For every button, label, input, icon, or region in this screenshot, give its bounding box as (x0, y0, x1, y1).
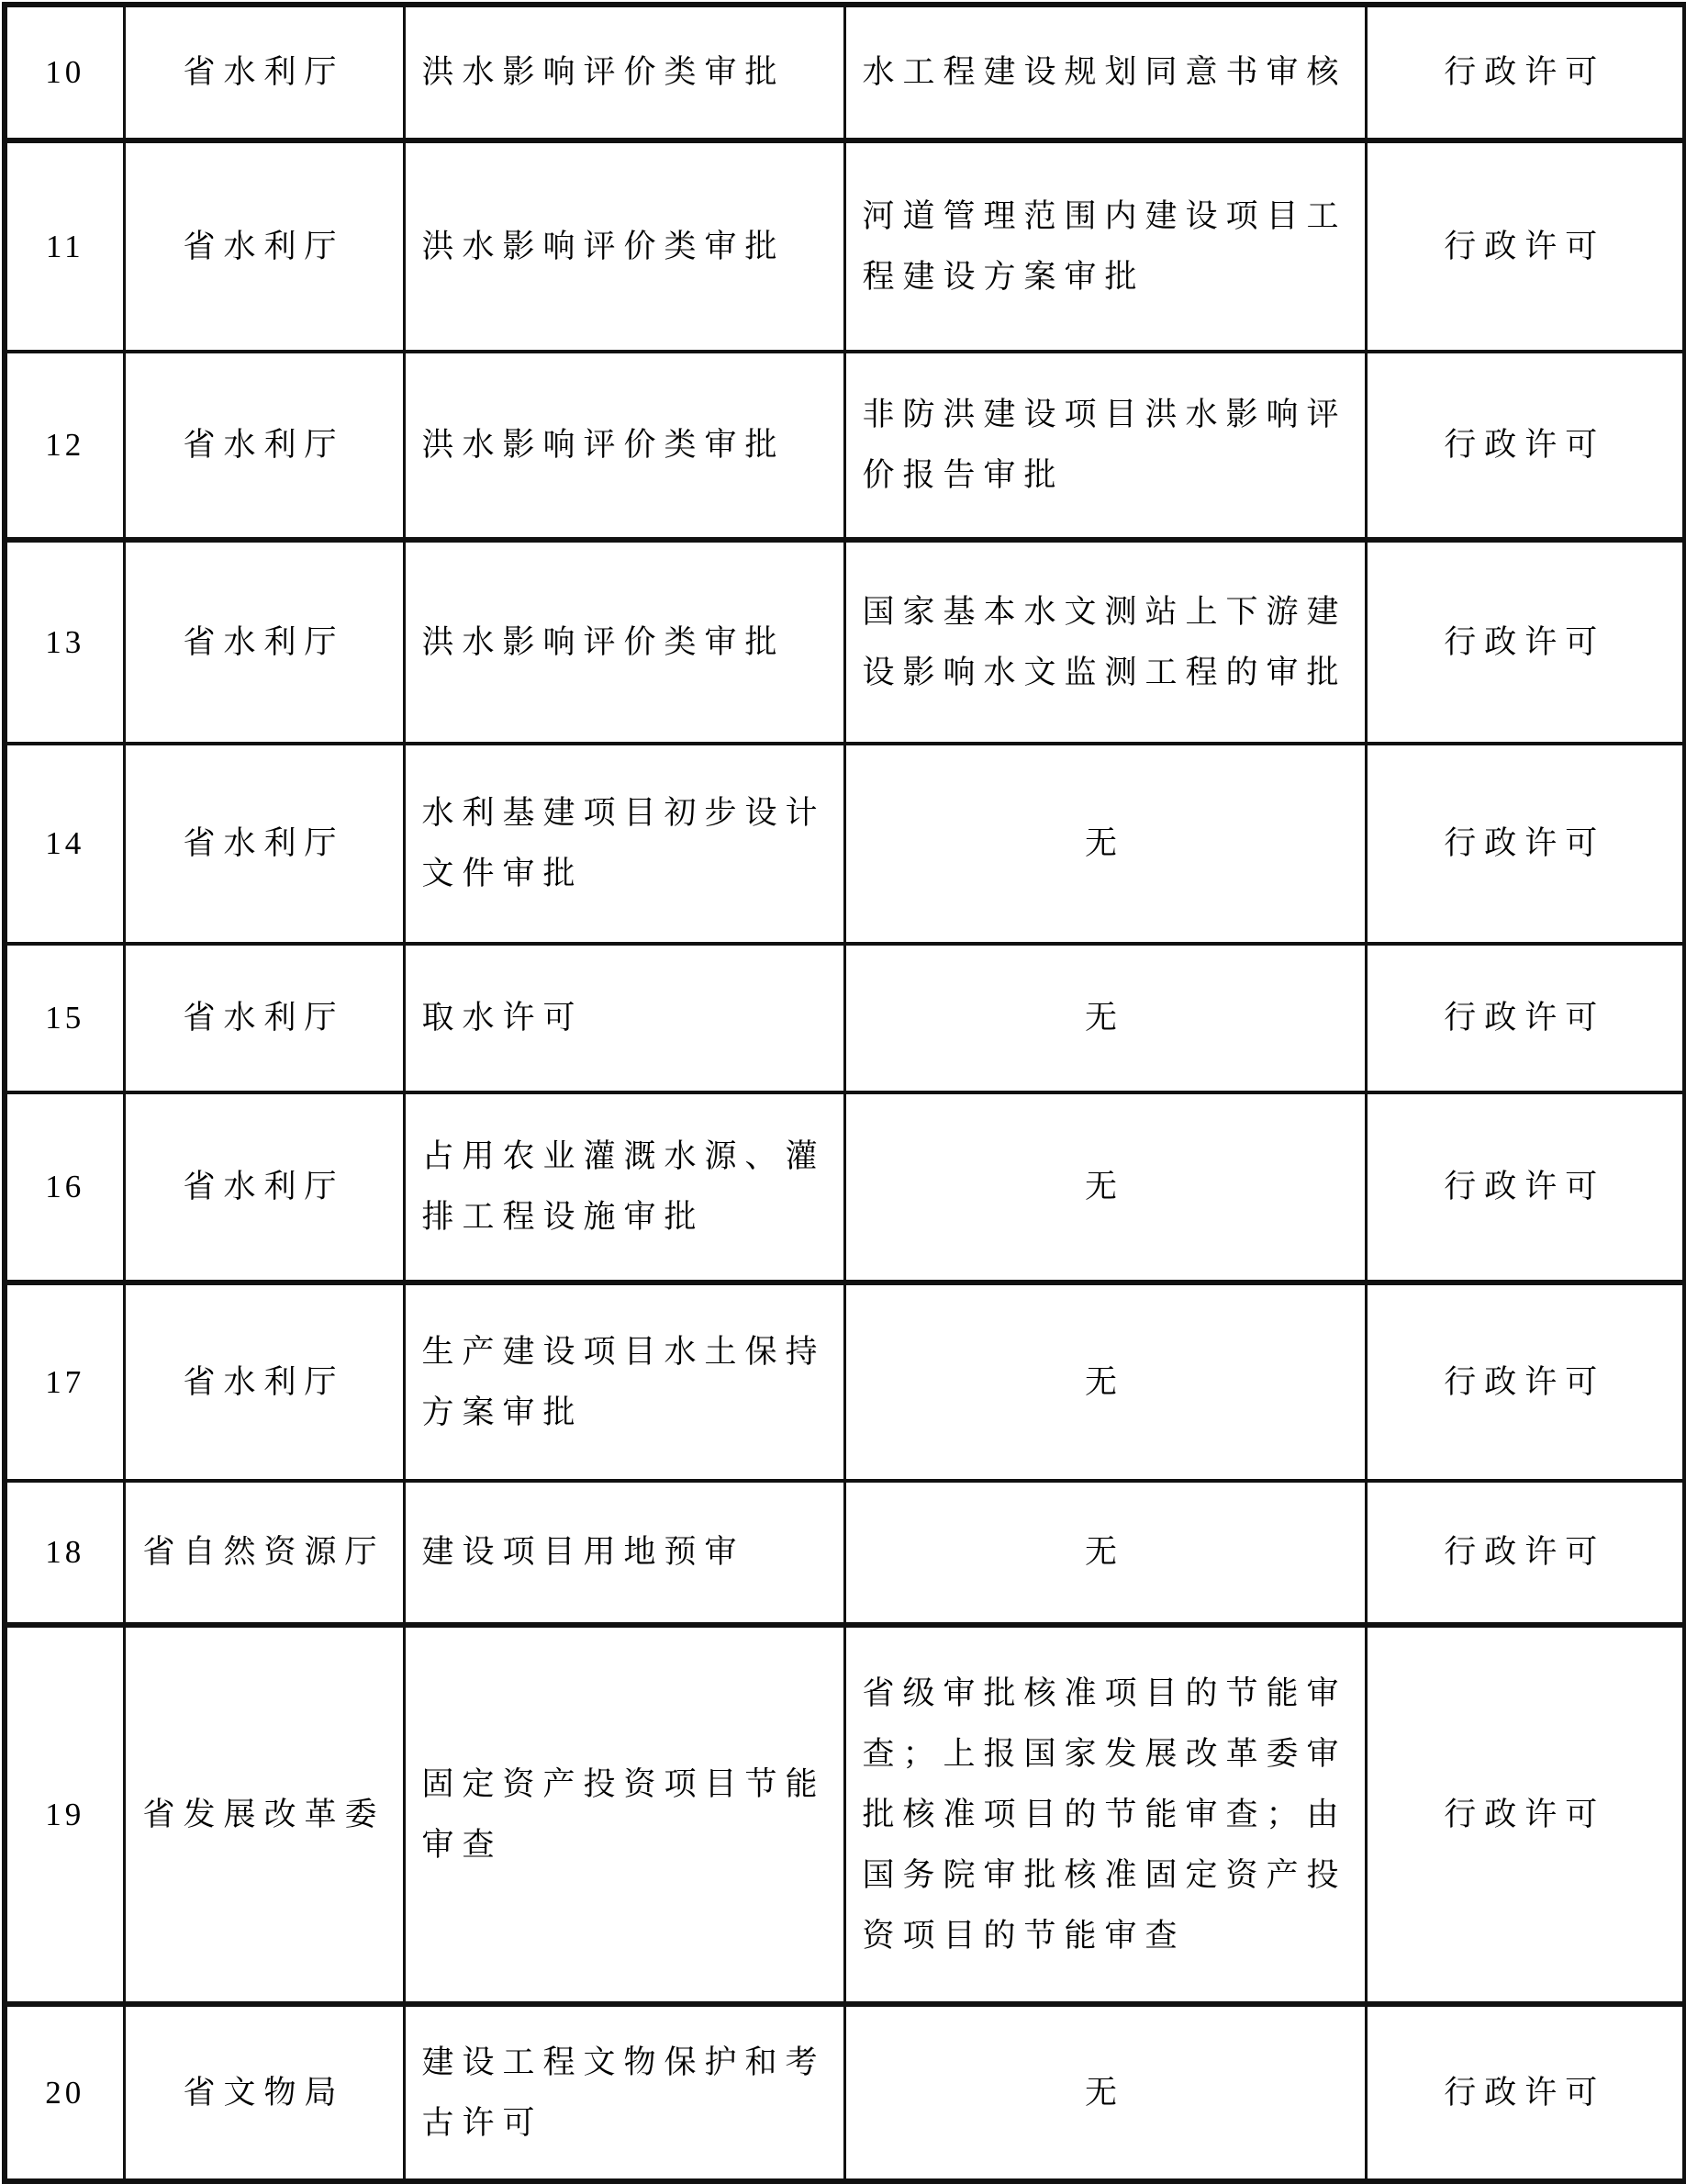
row-number-cell: 16 (5, 1092, 124, 1282)
document-page (0, 2, 1686, 2184)
department-cell: 省水利厅 (124, 744, 404, 944)
sub-item-cell: 省级审批核准项目的节能审查；上报国家发展改革委审批核准项目的节能审查；由国务院审批核准固定资产投资项目的节能审查 (844, 1625, 1366, 2004)
item-name-cell: 建设项目用地预审 (404, 1481, 844, 1625)
row-number-cell: 12 (5, 352, 124, 540)
sub-item-cell: 无 (844, 2004, 1366, 2181)
sub-item-cell: 无 (844, 744, 1366, 944)
table-row (5, 140, 1685, 352)
table-row (5, 944, 1685, 1092)
row-number-cell: 13 (5, 540, 124, 744)
item-name-cell: 建设工程文物保护和考古许可 (404, 2004, 844, 2181)
department-cell: 省水利厅 (124, 1282, 404, 1481)
table-row (5, 1282, 1685, 1481)
department-cell: 省自然资源厅 (124, 1481, 404, 1625)
row-number-cell: 15 (5, 944, 124, 1092)
department-cell: 省水利厅 (124, 5, 404, 140)
approval-type-cell: 行政许可 (1366, 352, 1685, 540)
sub-item-cell: 无 (844, 944, 1366, 1092)
approval-type-cell: 行政许可 (1366, 1092, 1685, 1282)
approval-type-cell: 行政许可 (1366, 1481, 1685, 1625)
department-cell: 省水利厅 (124, 140, 404, 352)
approval-type-cell: 行政许可 (1366, 744, 1685, 944)
approval-type-cell: 行政许可 (1366, 5, 1685, 140)
sub-item-cell: 非防洪建设项目洪水影响评价报告审批 (844, 352, 1366, 540)
table-row (5, 540, 1685, 744)
approval-type-cell: 行政许可 (1366, 2004, 1685, 2181)
row-number-cell: 10 (5, 5, 124, 140)
sub-item-cell: 无 (844, 1282, 1366, 1481)
table-row (5, 2004, 1685, 2181)
row-number-cell: 14 (5, 744, 124, 944)
department-cell: 省水利厅 (124, 944, 404, 1092)
sub-item-cell: 水工程建设规划同意书审核 (844, 5, 1366, 140)
department-cell: 省发展改革委 (124, 1625, 404, 2004)
item-name-cell: 生产建设项目水土保持方案审批 (404, 1282, 844, 1481)
table-row (5, 5, 1685, 140)
sub-item-cell: 河道管理范围内建设项目工程建设方案审批 (844, 140, 1366, 352)
table-row (5, 1481, 1685, 1625)
approval-type-cell: 行政许可 (1366, 944, 1685, 1092)
item-name-cell: 固定资产投资项目节能审查 (404, 1625, 844, 2004)
table-row (5, 744, 1685, 944)
sub-item-cell: 国家基本水文测站上下游建设影响水文监测工程的审批 (844, 540, 1366, 744)
table-row (5, 1092, 1685, 1282)
item-name-cell: 洪水影响评价类审批 (404, 5, 844, 140)
item-name-cell: 洪水影响评价类审批 (404, 352, 844, 540)
row-number-cell: 11 (5, 140, 124, 352)
item-name-cell: 占用农业灌溉水源、灌排工程设施审批 (404, 1092, 844, 1282)
table-row (5, 352, 1685, 540)
approval-type-cell: 行政许可 (1366, 1625, 1685, 2004)
item-name-cell: 取水许可 (404, 944, 844, 1092)
row-number-cell: 17 (5, 1282, 124, 1481)
approval-type-cell: 行政许可 (1366, 140, 1685, 352)
table-row (5, 1625, 1685, 2004)
approval-type-cell: 行政许可 (1366, 1282, 1685, 1481)
department-cell: 省水利厅 (124, 352, 404, 540)
department-cell: 省文物局 (124, 2004, 404, 2181)
item-name-cell: 水利基建项目初步设计文件审批 (404, 744, 844, 944)
row-number-cell: 19 (5, 1625, 124, 2004)
sub-item-cell: 无 (844, 1092, 1366, 1282)
sub-item-cell: 无 (844, 1481, 1366, 1625)
row-number-cell: 20 (5, 2004, 124, 2181)
approval-type-cell: 行政许可 (1366, 540, 1685, 744)
approval-items-table (2, 2, 1686, 2184)
item-name-cell: 洪水影响评价类审批 (404, 540, 844, 744)
item-name-cell: 洪水影响评价类审批 (404, 140, 844, 352)
row-number-cell: 18 (5, 1481, 124, 1625)
department-cell: 省水利厅 (124, 1092, 404, 1282)
department-cell: 省水利厅 (124, 540, 404, 744)
